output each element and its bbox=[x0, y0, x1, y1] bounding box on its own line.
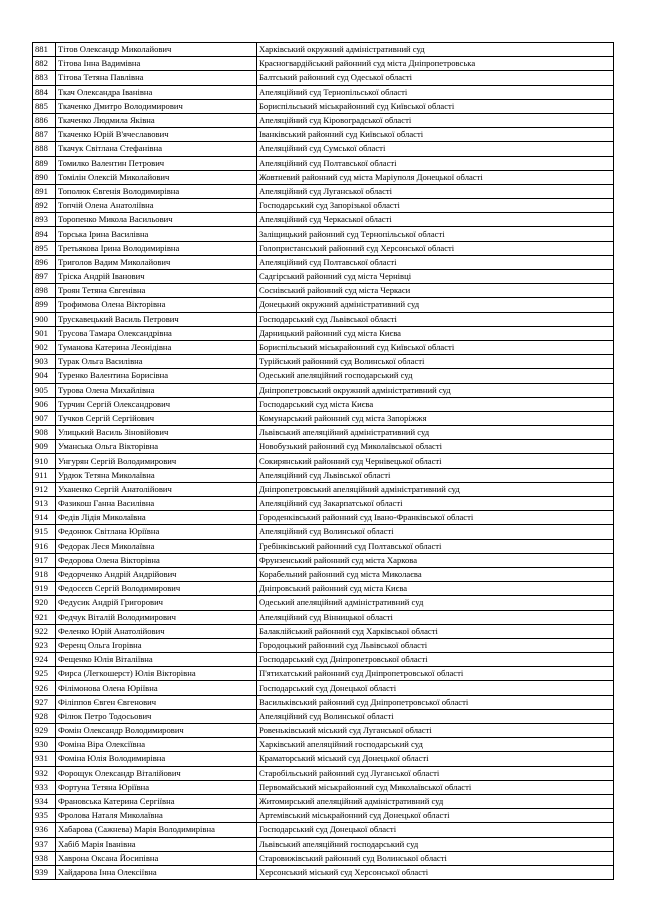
judge-name: Ткаченко Людмила Яківна bbox=[56, 113, 257, 127]
judge-name: Федорченко Андрій Андрійович bbox=[56, 567, 257, 581]
row-number: 891 bbox=[33, 184, 56, 198]
table-row bbox=[33, 85, 614, 99]
court-name: Турійський районний суд Волинської області bbox=[257, 355, 614, 369]
court-name: Соснівський районний суд міста Черкаси bbox=[257, 284, 614, 298]
table-row bbox=[33, 582, 614, 596]
table-row bbox=[33, 738, 614, 752]
row-number: 939 bbox=[33, 865, 56, 879]
court-name: Апеляційний суд Тернопільської області bbox=[257, 85, 614, 99]
judge-name: Фролова Наталя Миколаївна bbox=[56, 809, 257, 823]
judge-name: Фоміна Віра Олексіївна bbox=[56, 738, 257, 752]
table-row bbox=[33, 624, 614, 638]
court-name: Іванківський районний суд Київської області bbox=[257, 128, 614, 142]
table-row bbox=[33, 851, 614, 865]
row-number: 903 bbox=[33, 355, 56, 369]
row-number: 884 bbox=[33, 85, 56, 99]
judge-name: Форощук Олександр Віталійович bbox=[56, 766, 257, 780]
row-number: 896 bbox=[33, 255, 56, 269]
judge-name: Федорак Леся Миколаївна bbox=[56, 539, 257, 553]
judge-name: Федосєєв Сергій Володимирович bbox=[56, 582, 257, 596]
judge-name: Франовська Катерина Сергіївна bbox=[56, 794, 257, 808]
row-number: 881 bbox=[33, 43, 56, 57]
court-name: Апеляційний суд Вінницької області bbox=[257, 610, 614, 624]
row-number: 894 bbox=[33, 227, 56, 241]
table-row bbox=[33, 596, 614, 610]
row-number: 915 bbox=[33, 525, 56, 539]
judge-name: Фоміна Юлія Володимирівна bbox=[56, 752, 257, 766]
court-name: Бориспільський міськрайонний суд Київської області bbox=[257, 340, 614, 354]
table-row bbox=[33, 383, 614, 397]
judge-name: Хаврона Оксана Йосипівна bbox=[56, 851, 257, 865]
table-row bbox=[33, 511, 614, 525]
judge-name: Фазикош Ганна Василівна bbox=[56, 497, 257, 511]
court-name: Комунарський районний суд міста Запоріжжя bbox=[257, 411, 614, 425]
court-name: Голопристанський районний суд Херсонської області bbox=[257, 241, 614, 255]
row-number: 900 bbox=[33, 312, 56, 326]
row-number: 898 bbox=[33, 284, 56, 298]
court-name: Первомайський міськрайонний суд Миколаївської області bbox=[257, 780, 614, 794]
row-number: 933 bbox=[33, 780, 56, 794]
row-number: 916 bbox=[33, 539, 56, 553]
row-number: 914 bbox=[33, 511, 56, 525]
court-name: П'ятихатський районний суд Дніпропетровської області bbox=[257, 667, 614, 681]
table-row bbox=[33, 837, 614, 851]
court-name: Херсонський міський суд Херсонської області bbox=[257, 865, 614, 879]
judge-name: Ткаченко Дмитро Володимирович bbox=[56, 99, 257, 113]
judge-name: Уманська Ольга Вікторівна bbox=[56, 440, 257, 454]
court-name: Бориспільський міськрайонний суд Київської області bbox=[257, 99, 614, 113]
court-name: Дарницький районний суд міста Києва bbox=[257, 326, 614, 340]
table-row bbox=[33, 411, 614, 425]
court-name: Васильківський районний суд Дніпропетровської області bbox=[257, 695, 614, 709]
table-row bbox=[33, 43, 614, 57]
table-row bbox=[33, 865, 614, 879]
judge-name: Уханенко Сергій Анатолійович bbox=[56, 482, 257, 496]
table-row bbox=[33, 752, 614, 766]
judge-name: Ференц Ольга Ігорівна bbox=[56, 638, 257, 652]
judge-name: Тріска Андрій Іванович bbox=[56, 270, 257, 284]
row-number: 937 bbox=[33, 837, 56, 851]
judge-name: Тітов Олександр Миколайович bbox=[56, 43, 257, 57]
table-row bbox=[33, 766, 614, 780]
table-row bbox=[33, 142, 614, 156]
table-row bbox=[33, 780, 614, 794]
table-row bbox=[33, 497, 614, 511]
court-name: Балтський районний суд Одеської області bbox=[257, 71, 614, 85]
judge-name: Федорова Олена Вікторівна bbox=[56, 553, 257, 567]
judge-name: Торська Ірина Василівна bbox=[56, 227, 257, 241]
table-row bbox=[33, 681, 614, 695]
row-number: 930 bbox=[33, 738, 56, 752]
row-number: 928 bbox=[33, 709, 56, 723]
row-number: 909 bbox=[33, 440, 56, 454]
row-number: 890 bbox=[33, 170, 56, 184]
court-name: Апеляційний суд Луганської області bbox=[257, 184, 614, 198]
court-name: Господарський суд Донецької області bbox=[257, 681, 614, 695]
table-row bbox=[33, 99, 614, 113]
row-number: 920 bbox=[33, 596, 56, 610]
row-number: 932 bbox=[33, 766, 56, 780]
table-row bbox=[33, 539, 614, 553]
table-row bbox=[33, 369, 614, 383]
judge-name: Топчій Олена Анатоліївна bbox=[56, 199, 257, 213]
row-number: 938 bbox=[33, 851, 56, 865]
row-number: 897 bbox=[33, 270, 56, 284]
judge-name: Томілін Олексій Миколайович bbox=[56, 170, 257, 184]
judge-name: Тітова Тетяна Павлівна bbox=[56, 71, 257, 85]
row-number: 899 bbox=[33, 298, 56, 312]
table-row bbox=[33, 199, 614, 213]
court-name: Харківський апеляційний господарський суд bbox=[257, 738, 614, 752]
row-number: 921 bbox=[33, 610, 56, 624]
table-row bbox=[33, 355, 614, 369]
judge-name: Тополюк Євгенія Володимирівна bbox=[56, 184, 257, 198]
judge-name: Трофимова Олена Вікторівна bbox=[56, 298, 257, 312]
table-row bbox=[33, 113, 614, 127]
court-name: Апеляційний суд Волинської області bbox=[257, 525, 614, 539]
judge-name: Торопенко Микола Васильович bbox=[56, 213, 257, 227]
table-row bbox=[33, 184, 614, 198]
judge-name: Філімонова Олена Юріївна bbox=[56, 681, 257, 695]
row-number: 924 bbox=[33, 653, 56, 667]
judge-name: Турова Олена Михайлівна bbox=[56, 383, 257, 397]
court-name: Дніпропетровський окружний адміністративний суд bbox=[257, 383, 614, 397]
row-number: 910 bbox=[33, 454, 56, 468]
row-number: 906 bbox=[33, 397, 56, 411]
row-number: 929 bbox=[33, 724, 56, 738]
judge-name: Туманова Катерина Леонідівна bbox=[56, 340, 257, 354]
table-row bbox=[33, 667, 614, 681]
judge-name: Улицький Василь Зіновійович bbox=[56, 426, 257, 440]
court-name: Апеляційний суд Волинської області bbox=[257, 709, 614, 723]
row-number: 919 bbox=[33, 582, 56, 596]
table-row bbox=[33, 638, 614, 652]
table-body bbox=[33, 43, 614, 880]
court-name: Харківський окружний адміністративний суд bbox=[257, 43, 614, 57]
court-name: Апеляційний суд Сумської області bbox=[257, 142, 614, 156]
judge-name: Феленко Юрій Анатолійович bbox=[56, 624, 257, 638]
table-row bbox=[33, 397, 614, 411]
table-row bbox=[33, 809, 614, 823]
row-number: 901 bbox=[33, 326, 56, 340]
table-row bbox=[33, 468, 614, 482]
row-number: 911 bbox=[33, 468, 56, 482]
court-name: Городоцький районний суд Львівської області bbox=[257, 638, 614, 652]
judge-name: Фомін Олександр Володимирович bbox=[56, 724, 257, 738]
judge-name: Томилко Валентин Петрович bbox=[56, 156, 257, 170]
table-row bbox=[33, 213, 614, 227]
table-row bbox=[33, 298, 614, 312]
court-name: Старобільський районний суд Луганської області bbox=[257, 766, 614, 780]
row-number: 887 bbox=[33, 128, 56, 142]
table-row bbox=[33, 794, 614, 808]
court-name: Апеляційний суд Кіровоградської області bbox=[257, 113, 614, 127]
court-name: Корабельний районний суд міста Миколаєва bbox=[257, 567, 614, 581]
table-row bbox=[33, 553, 614, 567]
court-name: Одеський апеляційний адміністративний суд bbox=[257, 596, 614, 610]
table-row bbox=[33, 724, 614, 738]
row-number: 913 bbox=[33, 497, 56, 511]
row-number: 912 bbox=[33, 482, 56, 496]
judge-name: Фортуна Тетяна Юріївна bbox=[56, 780, 257, 794]
row-number: 925 bbox=[33, 667, 56, 681]
row-number: 931 bbox=[33, 752, 56, 766]
row-number: 893 bbox=[33, 213, 56, 227]
court-name: Апеляційний суд Полтавської області bbox=[257, 255, 614, 269]
court-name: Новобузький районний суд Миколаївської області bbox=[257, 440, 614, 454]
judge-name: Хайдарова Інна Олексіївна bbox=[56, 865, 257, 879]
court-name: Дніпровський районний суд міста Києва bbox=[257, 582, 614, 596]
table-row bbox=[33, 270, 614, 284]
court-name: Львівський апеляційний адміністративний суд bbox=[257, 426, 614, 440]
row-number: 905 bbox=[33, 383, 56, 397]
judge-name: Федусик Андрій Григорович bbox=[56, 596, 257, 610]
judge-name: Троян Тетяна Євгенівна bbox=[56, 284, 257, 298]
judge-name: Хабарова (Сажнева) Марія Володимирівна bbox=[56, 823, 257, 837]
court-name: Заліщицький районний суд Тернопільської області bbox=[257, 227, 614, 241]
judge-name: Унгурян Сергій Володимирович bbox=[56, 454, 257, 468]
judge-name: Федчук Віталій Володимирович bbox=[56, 610, 257, 624]
row-number: 917 bbox=[33, 553, 56, 567]
judge-name: Турак Ольга Василівна bbox=[56, 355, 257, 369]
judge-name: Ткачук Світлана Стефанівна bbox=[56, 142, 257, 156]
court-name: Господарський суд Донецької області bbox=[257, 823, 614, 837]
table-row bbox=[33, 823, 614, 837]
row-number: 923 bbox=[33, 638, 56, 652]
judges-table bbox=[32, 42, 614, 880]
row-number: 895 bbox=[33, 241, 56, 255]
judge-name: Третьякова Ірина Володимирівна bbox=[56, 241, 257, 255]
court-name: Житомирський апеляційний адміністративний суд bbox=[257, 794, 614, 808]
court-name: Старовижівський районний суд Волинської області bbox=[257, 851, 614, 865]
row-number: 902 bbox=[33, 340, 56, 354]
judge-name: Тучков Сергій Сергійович bbox=[56, 411, 257, 425]
judge-name: Фещенко Юлія Віталіївна bbox=[56, 653, 257, 667]
row-number: 907 bbox=[33, 411, 56, 425]
table-row bbox=[33, 57, 614, 71]
table-row bbox=[33, 454, 614, 468]
court-name: Артемівський міськрайонний суд Донецької області bbox=[257, 809, 614, 823]
table-row bbox=[33, 227, 614, 241]
court-name: Городенківський районний суд Івано-Франківської області bbox=[257, 511, 614, 525]
row-number: 882 bbox=[33, 57, 56, 71]
table-row bbox=[33, 170, 614, 184]
row-number: 922 bbox=[33, 624, 56, 638]
table-row bbox=[33, 326, 614, 340]
judge-name: Трусова Тамара Олександрівна bbox=[56, 326, 257, 340]
table-row bbox=[33, 440, 614, 454]
judge-name: Туренко Валентина Борисівна bbox=[56, 369, 257, 383]
judge-name: Тітова Інна Вадимівна bbox=[56, 57, 257, 71]
court-name: Красногвардійський районний суд міста Дніпропетровська bbox=[257, 57, 614, 71]
court-name: Господарський суд Дніпропетровської області bbox=[257, 653, 614, 667]
row-number: 888 bbox=[33, 142, 56, 156]
row-number: 886 bbox=[33, 113, 56, 127]
court-name: Гребінківський районний суд Полтавської області bbox=[257, 539, 614, 553]
court-name: Жовтневий районний суд міста Маріуполя Донецької області bbox=[257, 170, 614, 184]
judge-name: Урдюк Тетяна Миколаївна bbox=[56, 468, 257, 482]
table-row bbox=[33, 71, 614, 85]
judge-name: Філіппов Євген Євгенович bbox=[56, 695, 257, 709]
row-number: 934 bbox=[33, 794, 56, 808]
row-number: 926 bbox=[33, 681, 56, 695]
row-number: 889 bbox=[33, 156, 56, 170]
judge-name: Федонюк Світлана Юріївна bbox=[56, 525, 257, 539]
table-row bbox=[33, 156, 614, 170]
court-name: Дніпропетровський апеляційний адміністративний суд bbox=[257, 482, 614, 496]
judge-name: Турчин Сергій Олександрович bbox=[56, 397, 257, 411]
table-row bbox=[33, 653, 614, 667]
row-number: 936 bbox=[33, 823, 56, 837]
row-number: 935 bbox=[33, 809, 56, 823]
table-row bbox=[33, 610, 614, 624]
judge-name: Хабіб Марія Іванівна bbox=[56, 837, 257, 851]
row-number: 892 bbox=[33, 199, 56, 213]
judge-name: Фирса (Легкошерст) Юлія Вікторівна bbox=[56, 667, 257, 681]
court-name: Ровеньківський міський суд Луганської області bbox=[257, 724, 614, 738]
table-row bbox=[33, 340, 614, 354]
court-name: Фрунзенський районний суд міста Харкова bbox=[257, 553, 614, 567]
row-number: 904 bbox=[33, 369, 56, 383]
row-number: 927 bbox=[33, 695, 56, 709]
court-name: Господарський суд Запорізької області bbox=[257, 199, 614, 213]
court-name: Одеський апеляційний господарський суд bbox=[257, 369, 614, 383]
court-name: Апеляційний суд Черкаської області bbox=[257, 213, 614, 227]
table-row bbox=[33, 284, 614, 298]
court-name: Господарський суд Львівської області bbox=[257, 312, 614, 326]
judge-name: Ткач Олександра Іванівна bbox=[56, 85, 257, 99]
judge-name: Ткаченко Юрій В'ячеславович bbox=[56, 128, 257, 142]
table-row bbox=[33, 709, 614, 723]
judge-name: Триголов Вадим Миколайович bbox=[56, 255, 257, 269]
court-name: Донецький окружний адміністративний суд bbox=[257, 298, 614, 312]
court-name: Апеляційний суд Львівської області bbox=[257, 468, 614, 482]
row-number: 918 bbox=[33, 567, 56, 581]
court-name: Садгірський районний суд міста Чернівці bbox=[257, 270, 614, 284]
row-number: 908 bbox=[33, 426, 56, 440]
table-row bbox=[33, 695, 614, 709]
table-row bbox=[33, 255, 614, 269]
judge-name: Філюк Петро Тодосьович bbox=[56, 709, 257, 723]
court-name: Львівський апеляційний господарський суд bbox=[257, 837, 614, 851]
table-row bbox=[33, 128, 614, 142]
table-row bbox=[33, 482, 614, 496]
court-name: Сокирянський районний суд Чернівецької області bbox=[257, 454, 614, 468]
court-name: Балаклійський районний суд Харківської області bbox=[257, 624, 614, 638]
row-number: 885 bbox=[33, 99, 56, 113]
court-name: Краматорський міський суд Донецької області bbox=[257, 752, 614, 766]
judge-name: Федів Лідія Миколаївна bbox=[56, 511, 257, 525]
table-row bbox=[33, 312, 614, 326]
court-name: Апеляційний суд Закарпатської області bbox=[257, 497, 614, 511]
court-name: Апеляційний суд Полтавської області bbox=[257, 156, 614, 170]
table-row bbox=[33, 426, 614, 440]
court-name: Господарський суд міста Києва bbox=[257, 397, 614, 411]
table-row bbox=[33, 567, 614, 581]
table-row bbox=[33, 241, 614, 255]
judge-name: Трускавецький Василь Петрович bbox=[56, 312, 257, 326]
table-row bbox=[33, 525, 614, 539]
row-number: 883 bbox=[33, 71, 56, 85]
